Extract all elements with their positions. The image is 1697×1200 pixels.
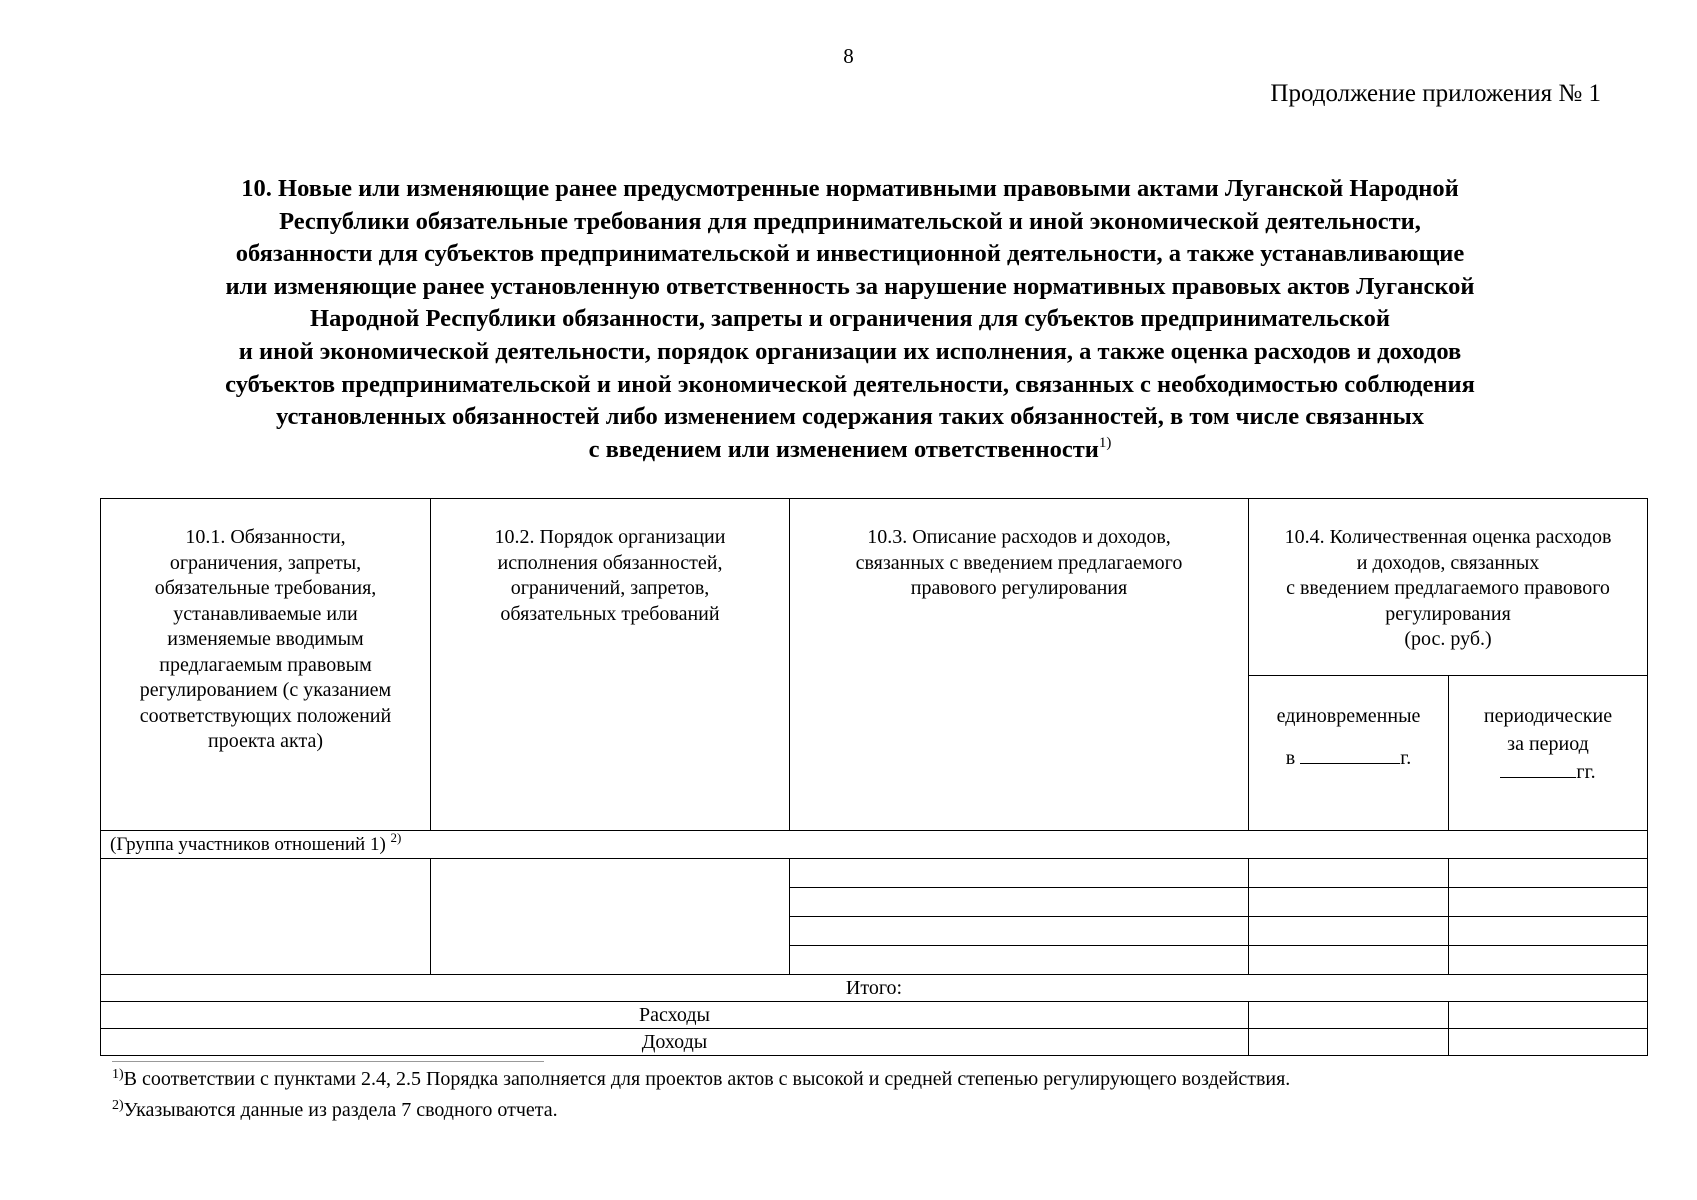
description-cell[interactable]	[790, 859, 1249, 888]
title-footnote-mark: 1)	[1098, 434, 1112, 451]
description-cell[interactable]	[790, 888, 1249, 917]
total-row	[101, 975, 1648, 1002]
header-one-time	[1249, 676, 1449, 831]
income-periodic-cell[interactable]	[1449, 1029, 1648, 1056]
header-procedure-line: 10.2. Порядок организации	[494, 526, 726, 548]
header-description-line: 10.3. Описание расходов и доходов,	[867, 526, 1171, 548]
header-procedure-line: обязательных требований	[500, 602, 720, 625]
one-time-year	[1249, 744, 1448, 772]
periodic-period-blank[interactable]	[1500, 759, 1576, 778]
header-obligations-line: устанавливаемые или	[173, 602, 358, 625]
income-one-time-cell[interactable]	[1249, 1029, 1449, 1056]
periodic-label2: за период	[1507, 733, 1589, 755]
expenses-label: Расходы	[639, 1004, 710, 1026]
section-title-line: 10. Новые или изменяющие ранее предусмотренные нормативными правовыми актами Луганской Народной	[241, 175, 1459, 202]
periodic-cell[interactable]	[1449, 917, 1648, 946]
periodic-label: периодические	[1483, 705, 1613, 727]
expenses-one-time-cell[interactable]	[1249, 1002, 1449, 1029]
group-label-cell	[101, 831, 1648, 859]
header-quantitative-line: регулирования	[1385, 602, 1511, 625]
section-title-line: или изменяющие ранее установленную ответственность за нарушение нормативных правовых актов Луганской	[225, 272, 1475, 300]
footnote-item	[112, 1064, 1612, 1095]
obligation-cell[interactable]	[101, 859, 431, 975]
one-time-prefix: в	[1285, 747, 1296, 769]
expenses-periodic-cell[interactable]	[1449, 1002, 1648, 1029]
section-title-line: установленных обязанностей либо изменением содержания таких обязанностей, в том числе связанных	[276, 403, 1424, 431]
footnote-mark: 2)	[112, 1098, 124, 1113]
header-obligations	[101, 499, 431, 831]
header-procedure-line: исполнения обязанностей,	[497, 551, 723, 574]
table-row	[101, 859, 1648, 888]
header-obligations-line: ограничения, запреты,	[169, 551, 362, 574]
obligations-table	[100, 498, 1648, 1056]
header-obligations-line: проекта акта)	[208, 730, 323, 752]
section-title-line: субъектов предпринимательской и иной экономической деятельности, связанных с необходимостью соблюдения	[225, 370, 1475, 398]
footnote-mark: 1)	[112, 1067, 124, 1082]
header-obligations-line: изменяемые вводимым	[167, 628, 364, 650]
header-obligations-line: предлагаемым правовым	[159, 653, 372, 676]
section-title-line: Республики обязательные требования для предпринимательской и иной экономической деятельности,	[279, 207, 1421, 235]
description-cell[interactable]	[790, 946, 1249, 975]
one-time-cell[interactable]	[1249, 917, 1449, 946]
income-label: Доходы	[641, 1031, 708, 1053]
one-time-year-blank[interactable]	[1300, 745, 1400, 764]
footnote-text: Указываются данные из раздела 7 сводного отчета.	[123, 1099, 558, 1121]
header-description	[790, 499, 1249, 831]
header-quantitative	[1249, 499, 1648, 676]
total-label-cell	[101, 975, 1648, 1002]
section-title-line-last	[110, 434, 1590, 467]
header-periodic	[1449, 676, 1648, 831]
expenses-row	[101, 1002, 1648, 1029]
header-procedure-line: ограничений, запретов,	[510, 577, 710, 599]
page-number: 8	[843, 44, 854, 68]
periodic-cell[interactable]	[1449, 888, 1648, 917]
header-obligations-line: обязательные требования,	[154, 577, 377, 599]
section-title-line: Народной Республики обязанности, запреты и ограничения для субъектов предпринимательской	[310, 305, 1390, 333]
one-time-cell[interactable]	[1249, 859, 1449, 888]
header-quantitative-line: с введением предлагаемого правового	[1286, 577, 1610, 599]
header-description-line: правового регулирования	[910, 577, 1128, 599]
section-title-line: с введением или изменением ответственности	[588, 435, 1099, 463]
one-time-label: единовременные	[1276, 705, 1421, 727]
footnote-item	[112, 1095, 1612, 1126]
footnotes	[112, 1064, 1612, 1126]
periodic-period	[1449, 758, 1647, 786]
header-obligations-line: регулированием (с указанием	[139, 679, 392, 701]
header-quantitative-line: и доходов, связанных	[1356, 551, 1540, 574]
header-quantitative-line: (рос. руб.)	[1404, 628, 1492, 650]
income-row	[101, 1029, 1648, 1056]
header-obligations-line: 10.1. Обязанности,	[185, 526, 346, 548]
footnote-text: В соответствии с пунктами 2.4, 2.5 Порядка заполняется для проектов актов с высокой и средней степенью регулирующего воздействия.	[123, 1068, 1291, 1090]
group-footnote-mark: 2)	[390, 829, 402, 845]
description-cell[interactable]	[790, 917, 1249, 946]
appendix-label: Продолжение приложения № 1	[1270, 80, 1601, 107]
group-row	[101, 831, 1648, 859]
section-title-line: и иной экономической деятельности, порядок организации их исполнения, а также оценка расходов и доходов	[238, 337, 1462, 365]
periodic-cell[interactable]	[1449, 859, 1648, 888]
income-label-cell	[101, 1029, 1249, 1056]
header-description-line: связанных с введением предлагаемого	[855, 551, 1183, 574]
group-label: (Группа участников отношений 1)	[110, 833, 386, 855]
periodic-cell[interactable]	[1449, 946, 1648, 975]
header-obligations-line: соответствующих положений	[139, 704, 392, 727]
procedure-cell[interactable]	[431, 859, 790, 975]
periodic-suffix: гг.	[1576, 761, 1596, 783]
total-label: Итого:	[845, 977, 903, 999]
footnote-divider	[112, 1061, 544, 1062]
expenses-label-cell	[101, 1002, 1249, 1029]
header-row	[101, 499, 1648, 676]
section-title	[110, 173, 1590, 466]
one-time-cell[interactable]	[1249, 888, 1449, 917]
section-title-line: обязанности для субъектов предпринимательской и инвестиционной деятельности, а также устанавливающие	[235, 240, 1465, 268]
header-procedure	[431, 499, 790, 831]
one-time-suffix: г.	[1400, 747, 1412, 769]
one-time-cell[interactable]	[1249, 946, 1449, 975]
header-quantitative-line: 10.4. Количественная оценка расходов	[1284, 526, 1612, 548]
